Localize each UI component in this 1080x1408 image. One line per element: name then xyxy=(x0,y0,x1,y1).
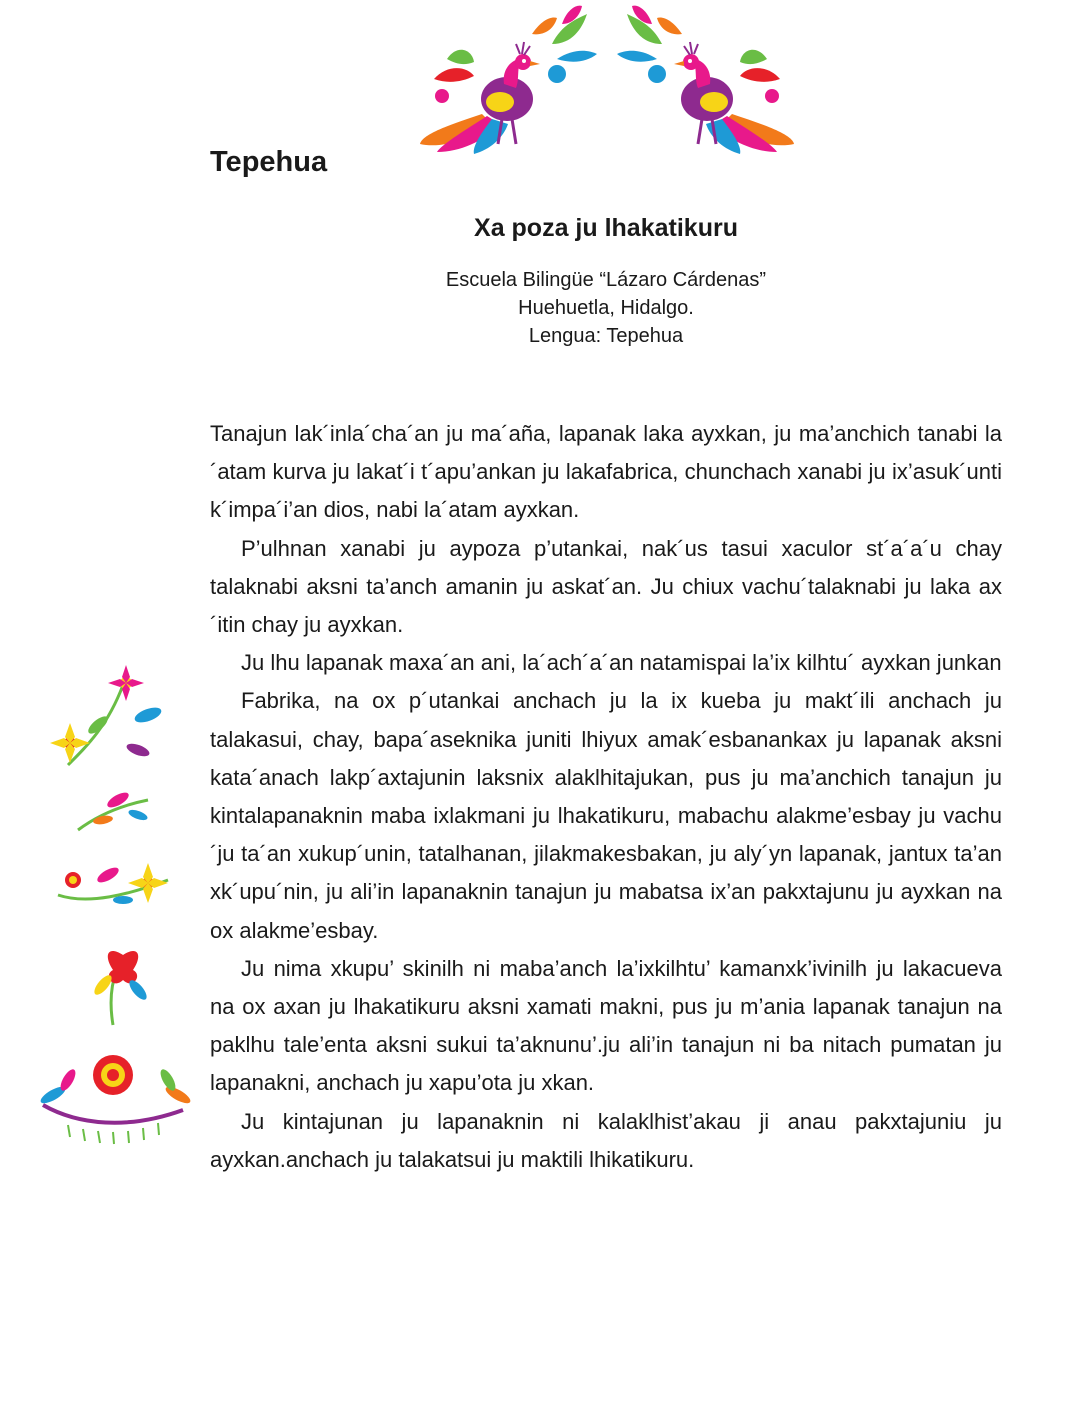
paragraph-4: Fabrika, na ox p´utankai anchach ju la ix kueba ju makt´ili anchach ju talakasui, chay, bapa´aseknika juniti lhiyux amak´esbanankax ju lapanak aksni kata´anach lakp´axtajunin laksnix alaklhitajukan, pus ju ma’anchich tanajun ju kintalapanaknin maba ixlakmani ju lhakatikuru, mabachu alakme’esbay ju vachu´ju ta´an xukup´unin, tatalhanan, jilakmakesbakan, ju aly´yn lapanak, jantux ta’an xk´upu´nin, ju ali’in lapanaknin tanajun ju mabatsa ix’an pakxtajunu ju ayxkan na ox alakme’esbay. xyxy=(210,688,1002,943)
right-bird-icon xyxy=(617,6,794,154)
flower-cluster-4-icon xyxy=(91,951,149,1025)
language-heading: Tepehua xyxy=(210,146,328,178)
left-bird-icon xyxy=(420,6,597,154)
embroidered-flowers-illustration xyxy=(28,655,198,1175)
embroidered-birds-illustration xyxy=(412,4,802,154)
paragraph-6: Ju kintajunan ju lapanaknin ni kalaklhist’akau ji anau pakxtajuniu ju ayxkan.anchach ju talakatsui ju maktili lhikatikuru. xyxy=(210,1108,1002,1172)
flower-cluster-1-icon xyxy=(50,665,163,765)
flower-cluster-5-icon xyxy=(38,1055,192,1144)
location: Huehuetla, Hidalgo. xyxy=(518,297,694,319)
story-title: Xa poza ju lhakatikuru xyxy=(474,214,738,242)
school-name: Escuela Bilingüe “Lázaro Cárdenas” xyxy=(445,269,767,291)
flower-cluster-3-icon xyxy=(58,863,168,904)
story-metadata xyxy=(300,266,912,350)
paragraph-1: Tanajun lak´inla´cha´an ju ma´aña, lapanak laka ayxkan, ju ma’anchich tanabi la´atam kurva ju lakat´i t´apu’ankan ju lakafabrica, chunchach xanabi ju ix’asuk´unti k´impa´i’an dios, nabi la´atam ayxkan. xyxy=(210,421,1002,523)
story-body xyxy=(210,415,1002,1179)
flower-cluster-2-icon xyxy=(78,790,149,830)
paragraph-2: P’ulhnan xanabi ju aypoza p’utankai, nak´us tasui xaculor st´a´a´u chay talaknabi aksni ta’anch amanin ju askat´an. Ju chiux vachu´talaknabi ju laka ax´itin chay ju ayxkan. xyxy=(210,535,1002,638)
paragraph-5: Ju nima xkupu’ skinilh ni maba’anch la’ixkilhtu’ kamanxk’ivinilh ju lakacueva na ox axan ju lhakatikuru aksni xamati makni, pus ju m’ania lapanak tanajun na paklhu tale’enta aksni sukui ta’aknunu’.ju ali’in tanajun ni ba nitach pumatan ju lapanakni, anchach ju xapu’ota ju xkan. xyxy=(210,955,1002,1096)
paragraph-3: Ju lhu lapanak maxa´an ani, la´ach´a´an natamispai la’ix kilhtu´ ayxkan junkan xyxy=(241,650,1002,676)
language-line: Lengua: Tepehua xyxy=(528,325,684,347)
